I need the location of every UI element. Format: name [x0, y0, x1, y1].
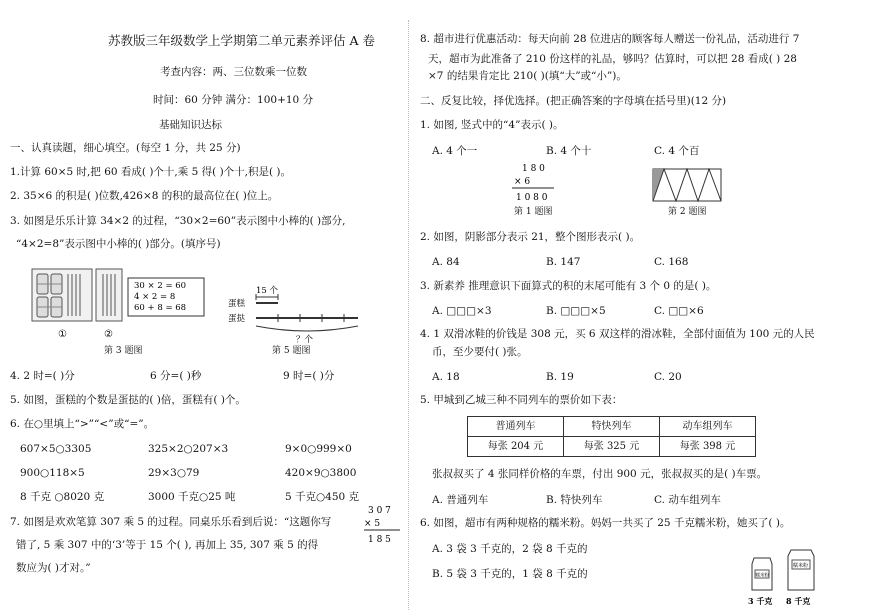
table-header-row: [468, 417, 756, 437]
calc-box-line-3: 60 + 8 = 68: [134, 303, 187, 313]
bag-small-weight: 3 千克: [748, 596, 773, 606]
flour-bags-figure: [746, 548, 818, 610]
table-header-cell: 普通列车: [468, 417, 564, 437]
question-3-line1: 3. 如图是乐乐计算 34×2 的过程，“30×2=60”表示图中小棒的( )部分,: [10, 215, 346, 227]
option-b: B. 19: [546, 371, 574, 383]
row2-label: 蛋挞: [228, 314, 246, 324]
question-2: 2. 35×6 的积是( )位数,426×8 的积的最高位在( )位上。: [10, 190, 279, 202]
option-a: A. 3 袋 3 千克的，2 袋 8 千克的: [432, 543, 588, 555]
option-b: B. □□□×5: [546, 305, 606, 317]
bag-large-weight: 8 千克: [786, 596, 811, 606]
calc-top: 1 8 0: [522, 164, 545, 174]
question-5: 5. 如图，蛋糕的个数是蛋挞的( )倍，蛋糕有( )个。: [10, 394, 246, 406]
q1-figure-caption: 第 1 题图: [514, 207, 553, 217]
question-7-line2: 错了, 5 乘 307 中的‘3’等于 15 个( ), 再加上 35, 307 乘 5 的得: [16, 539, 319, 551]
option-a: A. 18: [432, 371, 460, 383]
table-cell: 每张 398 元: [660, 437, 756, 457]
bar-bottom-label: ？个: [296, 335, 314, 344]
option-c: C. 动车组列车: [654, 494, 721, 506]
question-4-c: 9 时=( )分: [283, 370, 335, 382]
compare-item: 9×0○999×0: [285, 443, 352, 455]
question-7-line1: 7. 如图是欢欢笔算 307 乘 5 的过程。同桌乐乐看到后说：“这题你写: [10, 516, 332, 528]
compare-item: 5 千克○450 克: [285, 491, 360, 503]
part1-heading: 一、认真读题，细心填空。(每空 1 分，共 25 分): [10, 142, 241, 154]
section-label: 基础知识达标: [159, 119, 222, 131]
question-4-b: 6 分=( )秒: [150, 370, 202, 382]
flour-bag-large: [786, 550, 814, 606]
choice-question-3: 3. 新素养 推理意识下面算式的积的末尾可能有 3 个 0 的是( )。: [420, 280, 717, 292]
choice-question-4-line1: 4. 1 双滑冰鞋的价钱是 308 元，买 6 双这样的滑冰鞋，全部付面值为 100 元的人民: [420, 328, 815, 340]
q2-figure-caption: 第 2 题图: [668, 207, 707, 217]
option-a: A. 84: [432, 256, 460, 268]
option-a: A. □□□×3: [432, 305, 492, 317]
choice-question-5-line2: 张叔叔买了 4 张同样价格的车票，付出 900 元，张叔叔买的是( )车票。: [432, 468, 768, 480]
table-header-cell: 动车组列车: [660, 417, 756, 437]
option-c: C. 4 个百: [654, 145, 700, 157]
option-b: B. 特快列车: [546, 494, 603, 506]
sticks-group-2: [96, 269, 122, 321]
calc-box-line-2: 4 × 2 = 8: [134, 292, 176, 302]
compare-item: 420×9○3800: [285, 467, 357, 479]
option-b: B. 4 个十: [546, 145, 592, 157]
option-b: B. 5 袋 3 千克的，1 袋 8 千克的: [432, 568, 588, 580]
option-c: C. 20: [654, 371, 682, 383]
table-row: [468, 437, 756, 457]
question-7-line3: 数应为( )才对。”: [16, 562, 91, 574]
question-8-line2: 天，超市为此准备了 210 份这样的礼品，够吗？估算时，可以把 28 看成( ) 28: [428, 53, 797, 65]
row1-label: 蛋糕: [228, 299, 246, 309]
question-8-line1: 8. 超市进行优惠活动：每天向前 28 位进店的顾客每人赠送一份礼品，活动进行 7: [420, 33, 800, 45]
column-divider: [408, 20, 409, 610]
question-1: 1.计算 60×5 时,把 60 看成( )个十,乘 5 得( )个十,积是( )。: [10, 166, 292, 178]
calc-result: 1 0 8 0: [516, 193, 548, 203]
option-b: B. 147: [546, 256, 581, 268]
triangles-figure: [652, 168, 722, 202]
sticks-group-1: [32, 269, 92, 321]
q1-vertical-calc: [508, 160, 558, 208]
exam-time: 时间：60 分钟 满分：100+10 分: [153, 94, 314, 106]
choice-question-2: 2. 如图，阴影部分表示 21，整个图形表示( )。: [420, 231, 641, 243]
page-title: 苏教版三年级数学上学期第二单元素养评估 A 卷: [108, 33, 375, 48]
part2-heading: 二、反复比较，择优选择。(把正确答案的字母填在括号里)(12 分): [420, 95, 727, 107]
question-4-a: 4. 2 时=( )分: [10, 370, 75, 382]
question-8-line3: ×7 的结果肯定比 210( )(填“大”或“小”)。: [428, 70, 627, 82]
q7-vertical-calc: [362, 502, 402, 546]
fare-table: [467, 416, 756, 457]
choice-question-6: 6. 如图，超市有两种规格的糯米粉。妈妈一共买了 25 千克糯米粉，她买了( )。: [420, 517, 791, 529]
compare-item: 607×5○3305: [20, 443, 92, 455]
bag-large-label: 糯米粉: [793, 563, 809, 569]
choice-question-5: 5. 甲城到乙城三种不同列车的票价如下表：: [420, 394, 623, 406]
calc-mid: × 5: [364, 519, 381, 529]
calc-result: 1 8 5: [368, 535, 391, 545]
bar-top-label: 15 个: [256, 286, 279, 296]
compare-item: 325×2○207×3: [148, 443, 229, 455]
option-c: C. 168: [654, 256, 689, 268]
calc-box-line-1: 30 × 2 = 60: [134, 281, 187, 291]
exam-scope: 考查内容：两、三位数乘一位数: [160, 66, 307, 78]
bag-small-label: 糯米粉: [755, 573, 769, 579]
option-c: C. □□×6: [654, 305, 704, 317]
compare-item: 8 千克 ○8020 克: [20, 491, 105, 503]
calc-top: 3 0 7: [368, 506, 391, 516]
table-header-cell: 特快列车: [564, 417, 660, 437]
option-a: A. 4 个一: [432, 145, 478, 157]
compare-item: 3000 千克○25 吨: [148, 491, 236, 503]
flour-bag-small: [748, 558, 772, 606]
table-cell: 每张 204 元: [468, 437, 564, 457]
q3-figure-caption: 第 3 题图: [104, 346, 143, 356]
calc-mid: × 6: [514, 177, 531, 187]
question-6-heading: 6. 在○里填上“>”“<”或“=”。: [10, 418, 155, 430]
choice-question-4-line2: 币，至少要付( )张。: [432, 346, 528, 358]
option-a: A. 普通列车: [432, 494, 489, 506]
choice-question-1: 1. 如图, 竖式中的“4”表示( )。: [420, 119, 564, 131]
question-3-line2: “4×2=8”表示图中小棒的( )部分。(填序号): [16, 238, 221, 250]
mark-1: ①: [58, 329, 67, 340]
sticks-figure: [30, 266, 205, 342]
q5-figure-caption: 第 5 题图: [272, 346, 311, 356]
compare-item: 900○118×5: [20, 467, 85, 479]
cake-bar-figure: [226, 284, 366, 344]
table-cell: 每张 325 元: [564, 437, 660, 457]
mark-2: ②: [104, 329, 113, 340]
compare-item: 29×3○79: [148, 467, 200, 479]
